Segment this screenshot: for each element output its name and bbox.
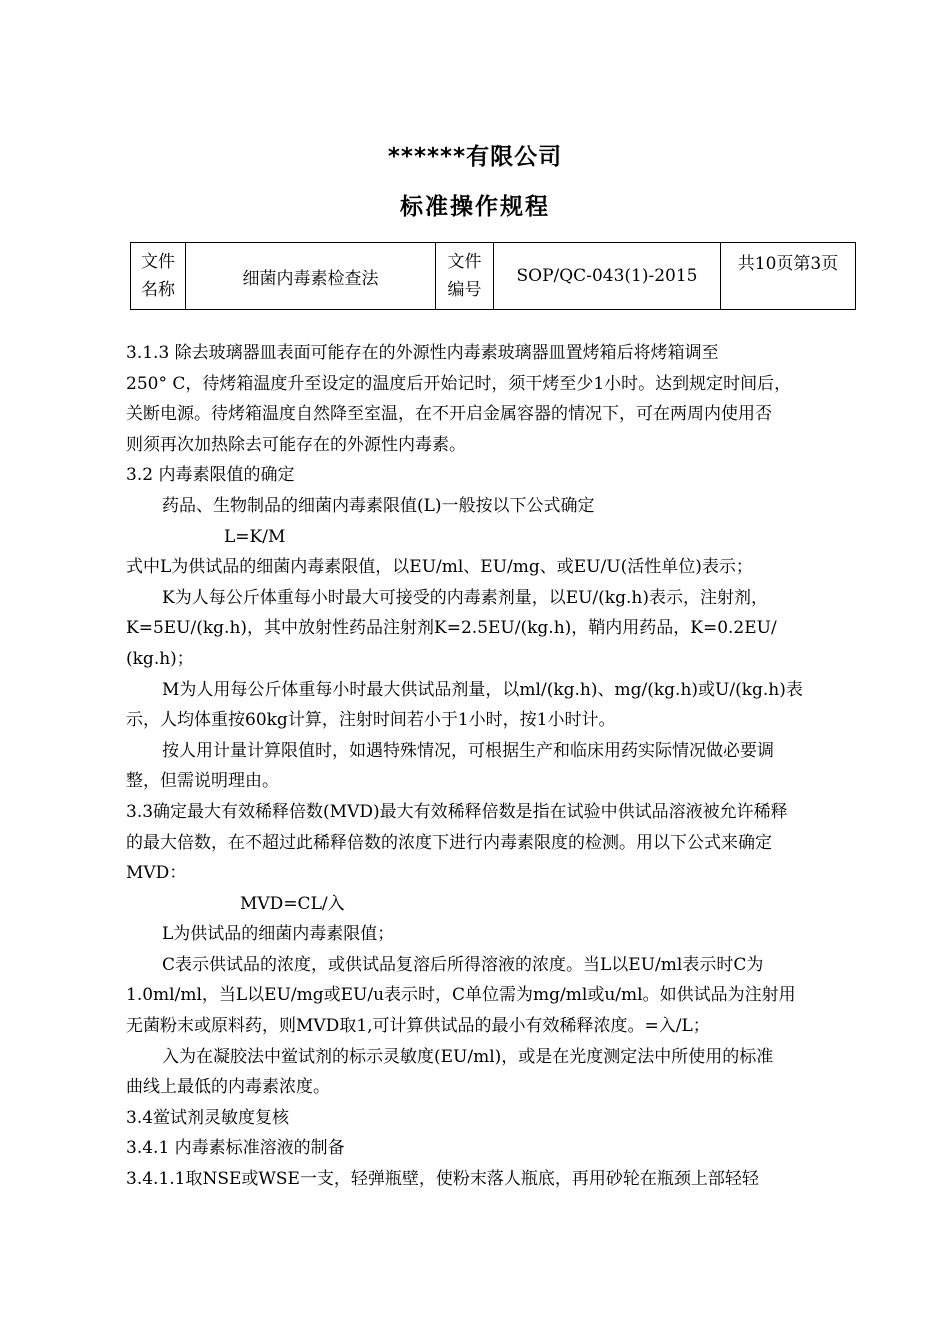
body-line: 药品、生物制品的细菌内毒素限值(L)一般按以下公式确定 <box>162 495 595 516</box>
body-line: 关断电源。待烤箱温度自然降至室温，在不开启金属容器的情况下，可在两周内使用否 <box>126 404 772 425</box>
body-line: M为人用每公斤体重每小时最大供试品剂量，以ml/(kg.h)、mg/(kg.h)或U/(kg.h)表 <box>162 679 803 700</box>
body-line: 3.4.1.1取NSE或WSE一支，轻弹瓶壁，使粉末落人瓶底，再用砂轮在瓶颈上部轻轻 <box>126 1169 759 1190</box>
body-line: C表示供试品的浓度，或供试品复溶后所得溶液的浓度。当L以EU/ml表示时C为 <box>162 954 764 975</box>
document-type-title: 标准操作规程 <box>400 194 550 220</box>
section-heading: 3.3确定最大有效稀释倍数(MVD)最大有效稀释倍数是指在试验中供试品溶液被允许稀释 <box>126 801 788 822</box>
body-line: (kg.h)； <box>126 648 194 669</box>
body-line: 1.0ml/ml，当L以EU/mg或EU/u表示时，C单位需为mg/ml或u/ml。如供试品为注射用 <box>126 985 796 1006</box>
document-body <box>126 338 862 1195</box>
file-number-value: SOP/QC-043(1)-2015 <box>494 243 721 310</box>
file-name-label <box>131 243 186 310</box>
file-number-label <box>436 243 494 310</box>
body-line: 则须再次加热除去可能存在的外源性内毒素。 <box>126 434 466 455</box>
body-line: 整，但需说明理由。 <box>126 771 279 792</box>
file-name-label-line-1: 文件 <box>141 252 175 272</box>
section-heading: 3.2 内毒素限值的确定 <box>126 465 295 486</box>
formula: MVD=CL/入 <box>240 893 345 914</box>
body-line: 的最大倍数，在不超过此稀释倍数的浓度下进行内毒素限度的检测。用以下公式来确定 <box>126 832 772 853</box>
formula: L=K/M <box>224 526 286 547</box>
document-info-table <box>130 242 856 310</box>
page-count: 共10页第3页 <box>721 243 856 310</box>
body-line: 示，人均体重按60kg计算，注射时间若小于1小时，按1小时计。 <box>126 710 616 731</box>
body-line: 无菌粉末或原料药，则MVD取1,可计算供试品的最小有效稀释浓度。=入/L； <box>126 1016 710 1037</box>
file-name-value: 细菌内毒素检查法 <box>186 243 436 310</box>
body-line: L为供试品的细菌内毒素限值； <box>162 924 395 945</box>
company-name: ******有限公司 <box>387 144 563 170</box>
body-line: 3.1.3 除去玻璃器皿表面可能存在的外源性内毒素玻璃器皿置烤箱后将烤箱调至 <box>126 343 719 363</box>
body-line: K=5EU/(kg.h)，其中放射性药品注射剂K=2.5EU/(kg.h)，鞘内用药品，K=0.2EU/ <box>126 618 777 639</box>
body-line: 250° C，待烤箱温度升至设定的温度后开始记时，须干烤至少1小时。达到规定时间后， <box>126 373 792 394</box>
file-name-label-line-2: 名称 <box>141 280 175 300</box>
section-heading: 3.4.1 内毒素标准溶液的制备 <box>126 1138 345 1159</box>
body-line: 入为在凝胶法中鲎试剂的标示灵敏度(EU/ml)，或是在光度测定法中所使用的标准 <box>162 1046 774 1067</box>
file-number-label-line-1: 文件 <box>447 252 482 272</box>
section-heading: 3.4鲎试剂灵敏度复核 <box>126 1107 290 1128</box>
body-line: K为人每公斤体重每小时最大可接受的内毒素剂量，以EU/(kg.h)表示，注射剂， <box>162 587 768 608</box>
body-line: 按人用计量计算限值时，如遇特殊情况，可根据生产和临床用药实际情况做必要调 <box>162 740 774 761</box>
file-number-label-line-2: 编号 <box>447 280 482 300</box>
body-line: 曲线上最低的内毒素浓度。 <box>126 1077 330 1098</box>
body-line: MVD： <box>126 863 187 884</box>
body-line: 式中L为供试品的细菌内毒素限值，以EU/ml、EU/mg、或EU/U(活性单位)表示； <box>126 557 753 578</box>
